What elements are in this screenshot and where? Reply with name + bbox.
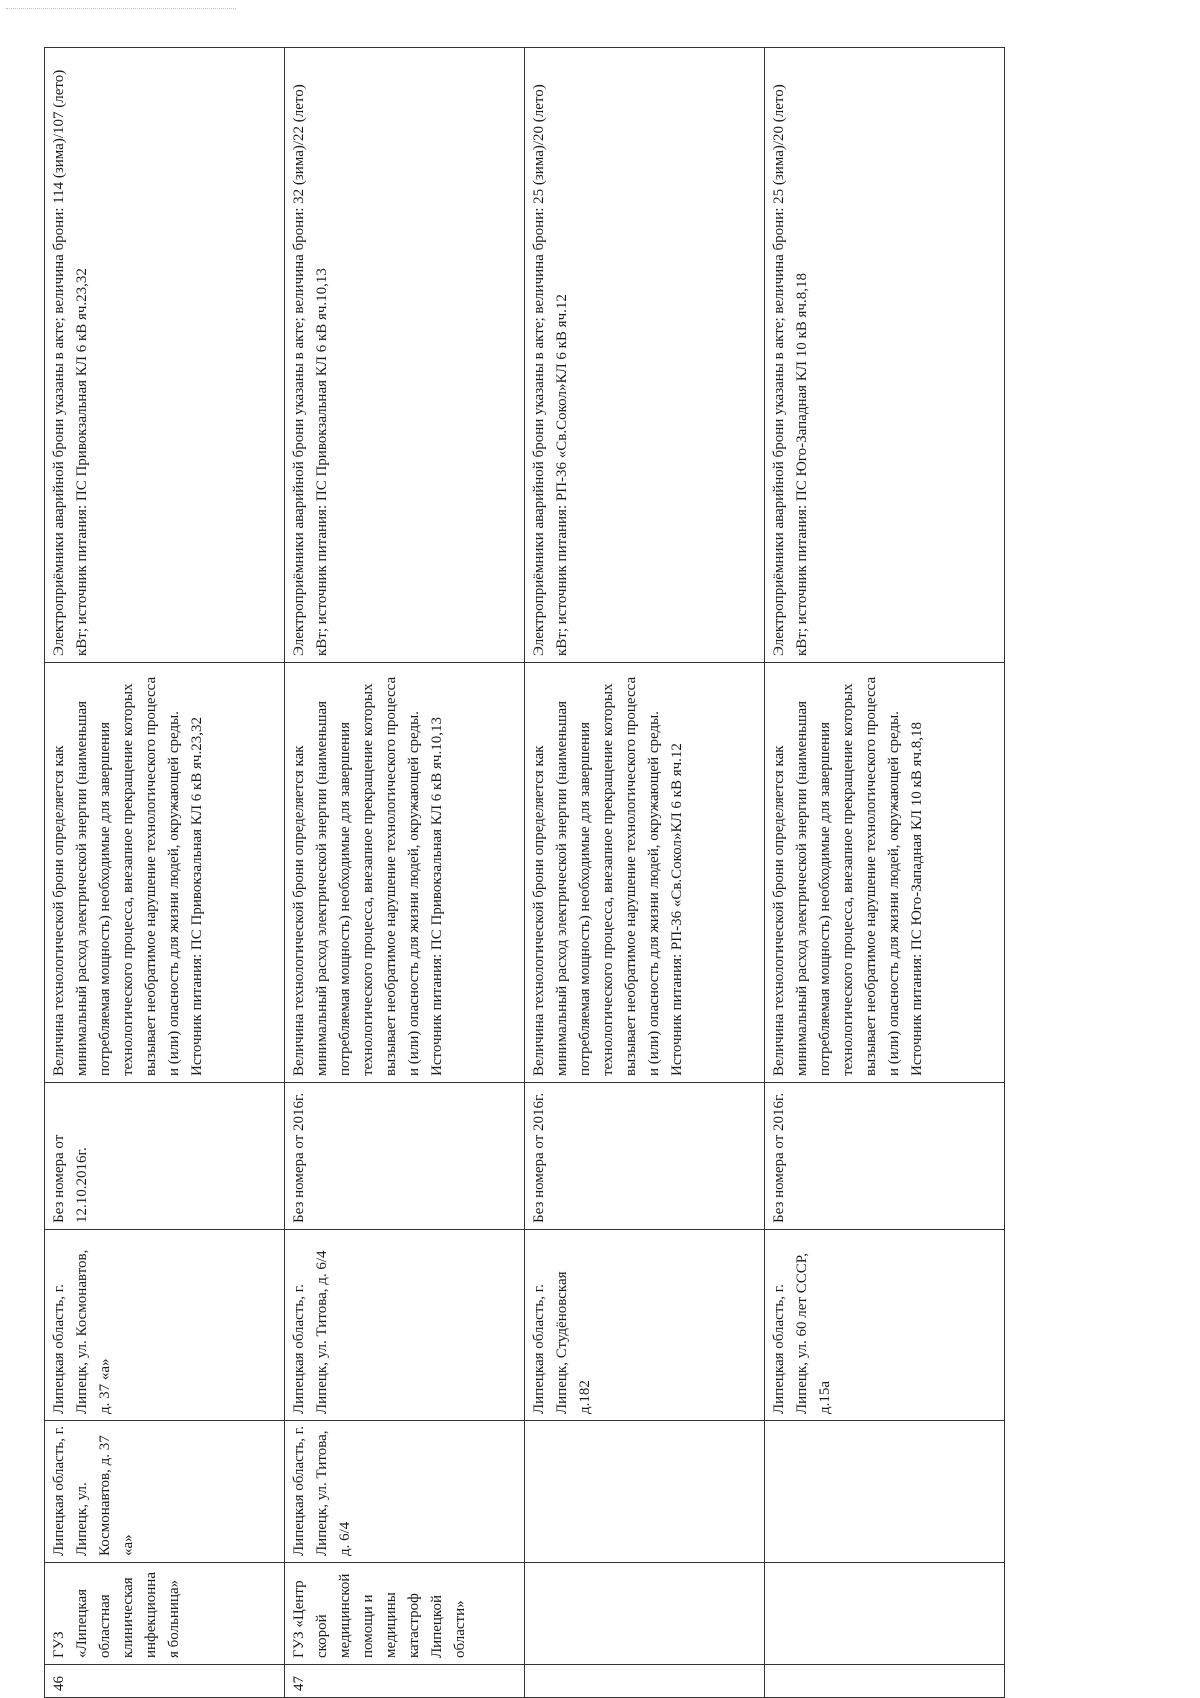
act-reference: Без номера от 2016г. — [765, 1083, 1005, 1230]
legal-address: Липецкая область, г. Липецк, ул. Титова, д. 6/4 — [285, 1421, 525, 1563]
row-number: 46 — [45, 1665, 285, 1698]
rotated-page — [44, 48, 1004, 1698]
organization-name: ГУЗ «Центр скорой медицинской помощи и медицины катастроф Липецкой области» — [285, 1563, 525, 1665]
organization-name — [765, 1563, 1005, 1665]
table-row — [765, 48, 1005, 1698]
act-reference: Без номера от 2016г. — [285, 1083, 525, 1230]
tech-reserve-description: Величина технологической брони определяется как минимальный расход электрической энергии (наименьшая потребляемая мощность) необходимые для завершения технологического процесса, внезапное прекращение которых вызывает необратимое нарушение технологического процесса и (или) опасность для жизни людей, окружающей среды. Источник питания: ПС Юго-Западная КЛ 10 кВ яч.8,18 — [765, 663, 1005, 1083]
emergency-reserve-description: Электроприёмники аварийной брони указаны в акте; величина брони: 25 (зима)/20 (лето) кВт; источник питания: ПС Юго-Западная КЛ 10 кВ яч.8,18 — [765, 48, 1005, 663]
row-number — [525, 1665, 765, 1698]
act-reference: Без номера от 2016г. — [525, 1083, 765, 1230]
table-row — [45, 48, 285, 1698]
emergency-reserve-description: Электроприёмники аварийной брони указаны в акте; величина брони: 25 (зима)/20 (лето) кВт; источник питания: РП-36 «Св.Сокол»КЛ 6 кВ яч.12 — [525, 48, 765, 663]
organization-name — [525, 1563, 765, 1665]
legal-address — [525, 1421, 765, 1563]
actual-address: Липецкая область, г. Липецк, Студёновская д.182 — [525, 1230, 765, 1421]
actual-address: Липецкая область, г. Липецк, ул. 60 лет СССР, д.15а — [765, 1230, 1005, 1421]
legal-address — [765, 1421, 1005, 1563]
actual-address: Липецкая область, г. Липецк, ул. Титова, д. 6/4 — [285, 1230, 525, 1421]
act-reference: Без номера от 12.10.2016г. — [45, 1083, 285, 1230]
table-row — [285, 48, 525, 1698]
legal-address: Липецкая область, г. Липецк, ул. Космонавтов, д. 37 «а» — [45, 1421, 285, 1563]
tech-reserve-description: Величина технологической брони определяется как минимальный расход электрической энергии (наименьшая потребляемая мощность) необходимые для завершения технологического процесса, внезапное прекращение которых вызывает необратимое нарушение технологического процесса и (или) опасность для жизни людей, окружающей среды. Источник питания: РП-36 «Св.Сокол»КЛ 6 кВ яч.12 — [525, 663, 765, 1083]
emergency-reserve-description: Электроприёмники аварийной брони указаны в акте; величина брони: 32 (зима)/22 (лето) кВт; источник питания: ПС Привокзальная КЛ 6 кВ яч.10,13 — [285, 48, 525, 663]
reserve-table — [44, 47, 1005, 1698]
organization-name: ГУЗ «Липецкая областная клиническая инфекционная больница» — [45, 1563, 285, 1665]
tech-reserve-description: Величина технологической брони определяется как минимальный расход электрической энергии (наименьшая потребляемая мощность) необходимые для завершения технологического процесса, внезапное прекращение которых вызывает необратимое нарушение технологического процесса и (или) опасность для жизни людей, окружающей среды. Источник питания: ПС Привокзальная КЛ 6 кВ яч.23,32 — [45, 663, 285, 1083]
emergency-reserve-description: Электроприёмники аварийной брони указаны в акте; величина брони: 114 (зима)/107 (лето) кВт; источник питания: ПС Привокзальная КЛ 6 кВ яч.23,32 — [45, 48, 285, 663]
actual-address: Липецкая область, г. Липецк, ул. Космонавтов, д. 37 «а» — [45, 1230, 285, 1421]
row-number — [765, 1665, 1005, 1698]
row-number: 47 — [285, 1665, 525, 1698]
table-row — [525, 48, 765, 1698]
tech-reserve-description: Величина технологической брони определяется как минимальный расход электрической энергии (наименьшая потребляемая мощность) необходимые для завершения технологического процесса, внезапное прекращение которых вызывает необратимое нарушение технологического процесса и (или) опасность для жизни людей, окружающей среды. Источник питания: ПС Привокзальная КЛ 6 кВ яч.10,13 — [285, 663, 525, 1083]
scan-artifact — [6, 8, 236, 11]
